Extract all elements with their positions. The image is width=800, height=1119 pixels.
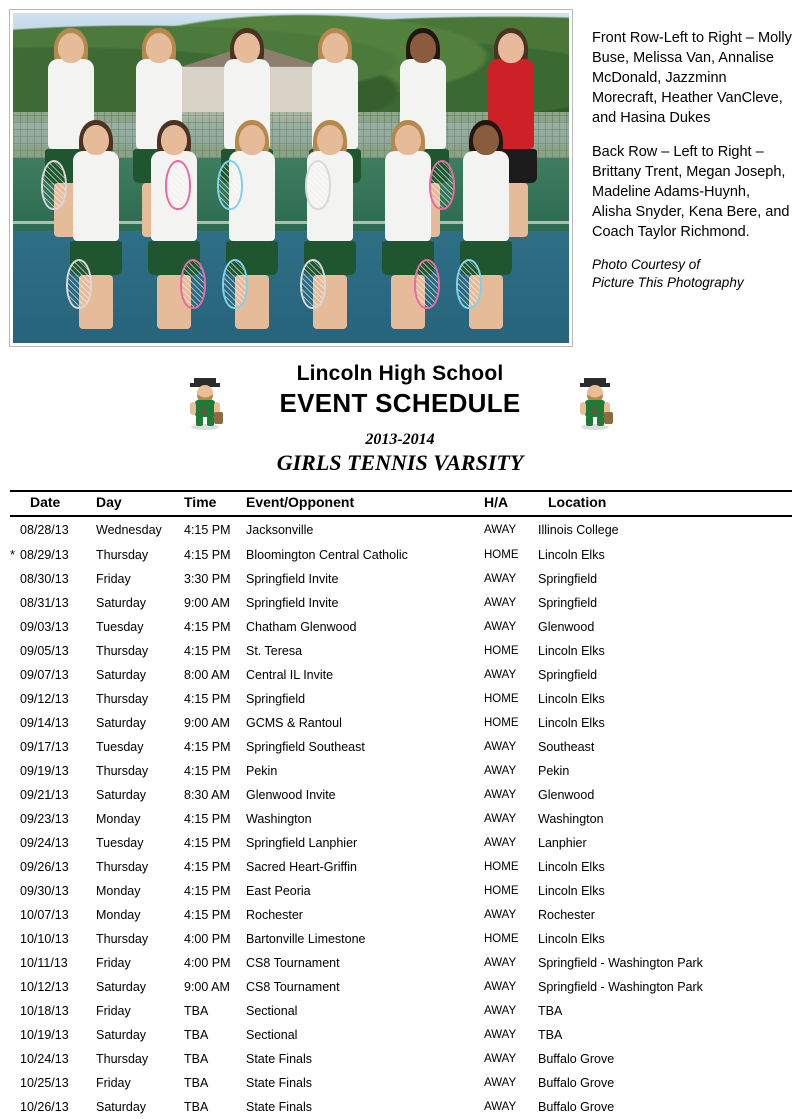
caption-courtesy-line1: Photo Courtesy of bbox=[592, 257, 701, 272]
row-time: 4:00 PM bbox=[184, 956, 231, 970]
schedule-table-wrapper bbox=[0, 490, 800, 1119]
row-time: 4:15 PM bbox=[184, 522, 231, 537]
row-event: Sacred Heart-Griffin bbox=[246, 860, 357, 874]
row-home-away: AWAY bbox=[484, 789, 517, 801]
row-location: Springfield bbox=[538, 596, 598, 610]
table-row bbox=[10, 783, 792, 807]
svg-text:L: L bbox=[201, 405, 209, 415]
column-header-location: Location bbox=[538, 491, 792, 516]
photo-caption bbox=[572, 10, 800, 346]
table-row bbox=[10, 927, 792, 951]
row-time: 4:00 PM bbox=[184, 932, 231, 946]
row-home-away: AWAY bbox=[484, 669, 517, 681]
row-home-away: HOME bbox=[484, 717, 519, 729]
row-location: Washington bbox=[538, 812, 604, 826]
row-day: Saturday bbox=[96, 1028, 147, 1042]
row-date: 09/14/13 bbox=[20, 716, 69, 730]
row-event: State Finals bbox=[246, 1076, 313, 1090]
row-day: Friday bbox=[96, 572, 131, 586]
row-location: Glenwood bbox=[538, 788, 595, 802]
row-location: Illinois College bbox=[538, 522, 619, 537]
row-day: Tuesday bbox=[96, 836, 144, 850]
row-star bbox=[10, 1023, 20, 1047]
header-photo-block bbox=[0, 0, 800, 346]
table-body bbox=[10, 516, 792, 1119]
row-home-away: AWAY bbox=[484, 813, 517, 825]
row-time: 4:15 PM bbox=[184, 884, 231, 898]
row-date: 10/12/13 bbox=[20, 980, 69, 994]
row-location: Lanphier bbox=[538, 836, 587, 850]
svg-text:L: L bbox=[591, 405, 599, 415]
row-star bbox=[10, 831, 20, 855]
table-row bbox=[10, 1095, 792, 1119]
table-header bbox=[10, 491, 792, 516]
row-home-away: AWAY bbox=[484, 621, 517, 633]
row-star bbox=[10, 855, 20, 879]
row-star bbox=[10, 759, 20, 783]
row-event: CS8 Tournament bbox=[246, 956, 340, 970]
row-event: Sectional bbox=[246, 1028, 298, 1042]
table-row bbox=[10, 663, 792, 687]
row-location: Springfield - Washington Park bbox=[538, 980, 703, 994]
row-event: Springfield Southeast bbox=[246, 740, 365, 754]
row-day: Thursday bbox=[96, 860, 149, 874]
row-day: Monday bbox=[96, 812, 141, 826]
row-day: Friday bbox=[96, 1004, 131, 1018]
row-location: Springfield bbox=[538, 572, 598, 586]
table-row bbox=[10, 951, 792, 975]
row-date: 09/03/13 bbox=[20, 620, 69, 634]
row-location: Springfield - Washington Park bbox=[538, 956, 703, 970]
table-row bbox=[10, 1023, 792, 1047]
season-label: 2013-2014 bbox=[365, 431, 435, 448]
row-date: 09/17/13 bbox=[20, 740, 69, 754]
row-star bbox=[10, 999, 20, 1023]
row-date: 10/07/13 bbox=[20, 908, 69, 922]
row-event: GCMS & Rantoul bbox=[246, 716, 342, 730]
row-location: Lincoln Elks bbox=[538, 716, 605, 730]
caption-back-row: Back Row – Left to Right – Brittany Trent, Megan Joseph, Madeline Adams-Huynh, Alisha Snyder, Kena Bere, and Coach Taylor Richmond. bbox=[592, 144, 790, 240]
column-header-event: Event/Opponent bbox=[246, 491, 484, 516]
row-location: Lincoln Elks bbox=[538, 547, 605, 562]
table-row bbox=[10, 975, 792, 999]
table-row bbox=[10, 903, 792, 927]
row-time: TBA bbox=[184, 1052, 209, 1066]
row-location: Rochester bbox=[538, 908, 595, 922]
column-header-date: Date bbox=[20, 491, 96, 516]
row-time: 9:00 AM bbox=[184, 980, 230, 994]
row-day: Tuesday bbox=[96, 620, 144, 634]
row-time: 9:00 AM bbox=[184, 596, 230, 610]
row-day: Saturday bbox=[96, 668, 147, 682]
row-location: TBA bbox=[538, 1004, 563, 1018]
row-star bbox=[10, 591, 20, 615]
row-home-away: AWAY bbox=[484, 1077, 517, 1089]
row-day: Saturday bbox=[96, 980, 147, 994]
row-event: Central IL Invite bbox=[246, 668, 334, 682]
row-home-away: AWAY bbox=[484, 523, 517, 536]
table-row bbox=[10, 591, 792, 615]
row-day: Saturday bbox=[96, 596, 147, 610]
row-day: Saturday bbox=[96, 788, 147, 802]
row-location: Lincoln Elks bbox=[538, 860, 605, 874]
table-row bbox=[10, 879, 792, 903]
row-home-away: HOME bbox=[484, 861, 519, 873]
table-row bbox=[10, 1047, 792, 1071]
row-location: Pekin bbox=[538, 764, 570, 778]
row-location: Buffalo Grove bbox=[538, 1052, 615, 1066]
row-event: Springfield Invite bbox=[246, 572, 339, 586]
row-home-away: AWAY bbox=[484, 957, 517, 969]
row-home-away: HOME bbox=[484, 548, 519, 561]
row-event: Bloomington Central Catholic bbox=[246, 547, 408, 562]
page-title: EVENT SCHEDULE bbox=[279, 388, 521, 418]
row-day: Friday bbox=[96, 1076, 131, 1090]
row-star bbox=[10, 1047, 20, 1071]
row-date: 10/10/13 bbox=[20, 932, 69, 946]
table-row bbox=[10, 711, 792, 735]
row-star bbox=[10, 615, 20, 639]
table-row bbox=[10, 807, 792, 831]
row-home-away: AWAY bbox=[484, 981, 517, 993]
row-date: 08/29/13 bbox=[20, 547, 69, 562]
row-location: Lincoln Elks bbox=[538, 884, 605, 898]
school-name: Lincoln High School bbox=[296, 362, 504, 385]
row-time: TBA bbox=[184, 1076, 209, 1090]
row-event: Rochester bbox=[246, 908, 303, 922]
row-star bbox=[10, 735, 20, 759]
row-home-away: AWAY bbox=[484, 597, 517, 609]
row-event: CS8 Tournament bbox=[246, 980, 340, 994]
row-event: Pekin bbox=[246, 764, 278, 778]
schedule-table bbox=[10, 490, 792, 1119]
row-date: 09/12/13 bbox=[20, 692, 69, 706]
row-time: 4:15 PM bbox=[184, 812, 231, 826]
row-star bbox=[10, 1071, 20, 1095]
row-home-away: AWAY bbox=[484, 741, 517, 753]
row-day: Thursday bbox=[96, 1052, 149, 1066]
row-time: 4:15 PM bbox=[184, 692, 231, 706]
row-event: East Peoria bbox=[246, 884, 311, 898]
row-home-away: AWAY bbox=[484, 1053, 517, 1065]
row-day: Thursday bbox=[96, 764, 149, 778]
row-star bbox=[10, 639, 20, 663]
row-star bbox=[10, 879, 20, 903]
table-row bbox=[10, 516, 792, 542]
row-location: Lincoln Elks bbox=[538, 644, 605, 658]
row-time: 3:30 PM bbox=[184, 572, 231, 586]
row-location: Springfield bbox=[538, 668, 598, 682]
row-day: Wednesday bbox=[96, 522, 162, 537]
row-home-away: HOME bbox=[484, 885, 519, 897]
row-event: Springfield Invite bbox=[246, 596, 339, 610]
column-header-star bbox=[10, 491, 20, 516]
row-date: 09/05/13 bbox=[20, 644, 69, 658]
row-day: Thursday bbox=[96, 644, 149, 658]
row-date: 09/19/13 bbox=[20, 764, 69, 778]
column-header-time: Time bbox=[184, 491, 246, 516]
row-star bbox=[10, 975, 20, 999]
row-date: 09/23/13 bbox=[20, 812, 69, 826]
row-time: 4:15 PM bbox=[184, 620, 231, 634]
row-time: 8:00 AM bbox=[184, 668, 230, 682]
table-row bbox=[10, 759, 792, 783]
row-date: 10/19/13 bbox=[20, 1028, 69, 1042]
row-day: Monday bbox=[96, 884, 141, 898]
row-date: 09/21/13 bbox=[20, 788, 69, 802]
caption-front-row: Front Row-Left to Right – Molly Buse, Melissa Van, Annalise McDonald, Jazzminn Morecraft, Heather VanCleve, and Hasina Dukes bbox=[592, 30, 792, 126]
row-date: 09/07/13 bbox=[20, 668, 69, 682]
row-home-away: HOME bbox=[484, 933, 519, 945]
schedule-title-block bbox=[0, 362, 800, 476]
row-home-away: HOME bbox=[484, 645, 519, 657]
row-time: 4:15 PM bbox=[184, 764, 231, 778]
table-row bbox=[10, 615, 792, 639]
table-row bbox=[10, 542, 792, 567]
row-location: Buffalo Grove bbox=[538, 1076, 615, 1090]
row-time: 4:15 PM bbox=[184, 908, 231, 922]
row-time: 4:15 PM bbox=[184, 836, 231, 850]
row-home-away: AWAY bbox=[484, 1029, 517, 1041]
row-star bbox=[10, 783, 20, 807]
caption-courtesy-line2: Picture This Photography bbox=[592, 275, 744, 291]
row-event: Chatham Glenwood bbox=[246, 620, 357, 634]
table-header-row bbox=[10, 491, 792, 516]
row-time: TBA bbox=[184, 1004, 209, 1018]
row-location: Glenwood bbox=[538, 620, 595, 634]
row-star bbox=[10, 951, 20, 975]
row-star bbox=[10, 1095, 20, 1119]
row-star bbox=[10, 663, 20, 687]
row-day: Saturday bbox=[96, 1100, 147, 1114]
row-event: Sectional bbox=[246, 1004, 298, 1018]
row-location: TBA bbox=[538, 1028, 563, 1042]
row-day: Saturday bbox=[96, 716, 147, 730]
table-row bbox=[10, 735, 792, 759]
row-date: 09/30/13 bbox=[20, 884, 69, 898]
row-location: Lincoln Elks bbox=[538, 932, 605, 946]
table-row bbox=[10, 687, 792, 711]
table-row bbox=[10, 1071, 792, 1095]
row-date: 10/18/13 bbox=[20, 1004, 69, 1018]
column-header-ha: H/A bbox=[484, 491, 538, 516]
row-day: Friday bbox=[96, 956, 131, 970]
row-date: 09/24/13 bbox=[20, 836, 69, 850]
row-event: Bartonville Limestone bbox=[246, 932, 366, 946]
row-date: 10/11/13 bbox=[20, 956, 68, 970]
row-star bbox=[10, 711, 20, 735]
row-home-away: AWAY bbox=[484, 573, 517, 585]
table-row bbox=[10, 567, 792, 591]
row-star: * bbox=[10, 547, 16, 562]
row-day: Thursday bbox=[96, 692, 149, 706]
row-star bbox=[10, 807, 20, 831]
photo-front-row bbox=[13, 125, 569, 316]
row-event: Glenwood Invite bbox=[246, 788, 336, 802]
row-day: Monday bbox=[96, 908, 141, 922]
row-date: 08/30/13 bbox=[20, 572, 69, 586]
row-time: 9:00 AM bbox=[184, 716, 230, 730]
row-time: 4:15 PM bbox=[184, 644, 231, 658]
row-event: Springfield Lanphier bbox=[246, 836, 358, 850]
row-time: 4:15 PM bbox=[184, 740, 231, 754]
row-time: 8:30 AM bbox=[184, 788, 230, 802]
row-date: 10/24/13 bbox=[20, 1052, 69, 1066]
row-home-away: HOME bbox=[484, 693, 519, 705]
row-star bbox=[10, 567, 20, 591]
row-star bbox=[10, 927, 20, 951]
row-date: 10/25/13 bbox=[20, 1076, 69, 1090]
row-date: 08/31/13 bbox=[20, 596, 69, 610]
row-star bbox=[10, 687, 20, 711]
row-time: TBA bbox=[184, 1100, 209, 1114]
row-home-away: AWAY bbox=[484, 765, 517, 777]
team-photo bbox=[10, 10, 572, 346]
row-home-away: AWAY bbox=[484, 837, 517, 849]
row-time: 4:15 PM bbox=[184, 547, 231, 562]
table-row bbox=[10, 855, 792, 879]
row-home-away: AWAY bbox=[484, 1005, 517, 1017]
row-event: State Finals bbox=[246, 1052, 313, 1066]
row-date: 10/26/13 bbox=[20, 1100, 69, 1114]
row-day: Thursday bbox=[96, 547, 149, 562]
row-event: St. Teresa bbox=[246, 644, 303, 658]
row-location: Buffalo Grove bbox=[538, 1100, 615, 1114]
row-event: Springfield bbox=[246, 692, 306, 706]
column-header-day: Day bbox=[96, 491, 184, 516]
row-event: State Finals bbox=[246, 1100, 313, 1114]
row-home-away: AWAY bbox=[484, 1101, 517, 1113]
row-time: 4:15 PM bbox=[184, 860, 231, 874]
row-day: Thursday bbox=[96, 932, 149, 946]
row-star bbox=[10, 903, 20, 927]
row-date: 08/28/13 bbox=[20, 522, 69, 537]
table-row bbox=[10, 999, 792, 1023]
row-location: Southeast bbox=[538, 740, 595, 754]
row-event: Washington bbox=[246, 812, 312, 826]
row-time: TBA bbox=[184, 1028, 209, 1042]
table-row bbox=[10, 639, 792, 663]
railsplitter-mascot-icon bbox=[572, 368, 618, 430]
row-location: Lincoln Elks bbox=[538, 692, 605, 706]
table-row bbox=[10, 831, 792, 855]
sport-label: GIRLS TENNIS VARSITY bbox=[276, 450, 524, 475]
row-date: 09/26/13 bbox=[20, 860, 69, 874]
row-event: Jacksonville bbox=[246, 522, 314, 537]
row-day: Tuesday bbox=[96, 740, 144, 754]
row-star bbox=[10, 516, 20, 542]
railsplitter-mascot-icon bbox=[182, 368, 228, 430]
row-home-away: AWAY bbox=[484, 909, 517, 921]
